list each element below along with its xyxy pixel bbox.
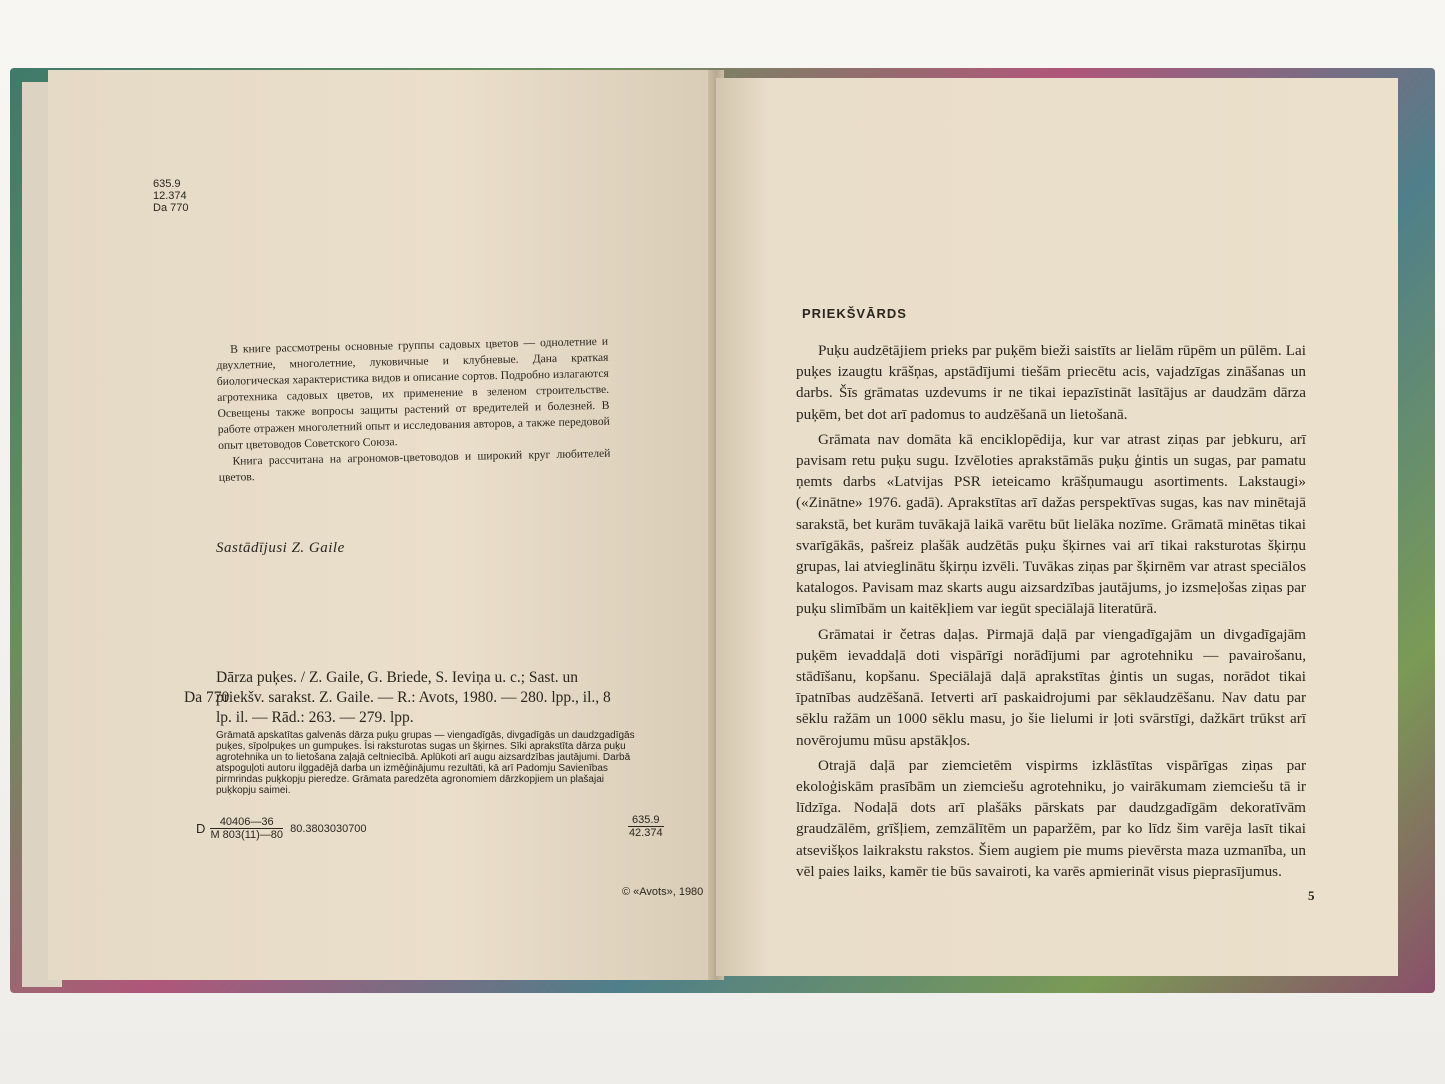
left-page — [48, 70, 720, 980]
call-number-line: Da 770 — [153, 202, 189, 214]
call-number-line: 12.374 — [153, 190, 187, 202]
foreword-text — [796, 340, 1306, 886]
shelf-mark: Da 770 — [184, 689, 230, 706]
classification-index — [628, 814, 664, 839]
catalog-description: Grāmatā apskatītas galvenās dārza puķu grupas — viengadīgās, divgadīgās un daudzgadīgās puķes, sīpolpuķes un gumpuķes. Īsi raksturotas sugas un šķirnes. Sīki aprakstīta dārza puķu agrotehnika un to lietošana zaļajā celtniecībā. Aplūkoti arī augu aizsardzības jautājumi. Darbā atspoguļoti autoru ilggadējā darba un izmēģinājumu rezultāti, kā arī Padomju Savienības pirmrindas puķkopju pieredze. Grāmata paredzēta agronomiem dārzkopjiem un plašajai puķkopju saimei. — [216, 730, 635, 796]
foreword-paragraph: Grāmatai ir četras daļas. Pirmajā daļā par viengadīgajām un divgadīgajām puķēm ievaddaļā doti vispārīgi norādījumi par agrotehniku — pavairošanu, stādīšanu, kopšanu. Speciālajā daļā aprakstītas ģintis un sugas, norādot tikai īpatnības audzēšanā. Ietverti arī paskaidrojumi par sēklaudzēšanu. Nav datu par sēklu ražām un 1000 sēklu masu, jo šie lielumi ir ļoti svārstīgi, dažkārt trūkst arī novērojumu mūsu apstākļos. — [796, 625, 1306, 749]
page-number: 5 — [1308, 888, 1315, 903]
foreword-paragraph: Grāmata nav domāta kā enciklopēdija, kur var atrast ziņas par jebkuru, arī pavisam retu puķu sugu. Izvēloties aprakstāmās puķu ģintis un sugas, par pamatu ņemts darbs «Latvijas PSR ieteicamo krāšņumaugu asortiments. Lakstaugi» («Zinātne» 1976. gadā). Aprakstītas arī dažas perspektīvas sugas, kas nav minētajā sarakstā, bet kurām tuvākajā laikā varētu būt lielāka nozīme. Grāmatā minētas tikai svarīgākās, pašreiz plašāk audzētās puķu šķirnes vai arī tikai raksturotas šķirņu grupas, lai atvieglinātu šķirņu izvēli. Tuvākas ziņas par šķirnēm var atrast speciālos katalogos. Pavisam maz skarts augu aizsardzības jautājums, jo izsmeļošas ziņas par puķu slimībām un kaitēkļiem var iegūt speciālajā literatūrā. — [796, 430, 1306, 618]
code-fraction — [210, 816, 283, 841]
call-number — [153, 178, 188, 214]
publication-codes — [196, 814, 663, 841]
foreword-paragraph: Puķu audzētājiem prieks par puķēm bieži saistīts ar lielām rūpēm un pūlēm. Lai puķes izaugtu krāšņas, apstādījumi tiešām priecētu acis, vajadzīgas zināšanas un darbs. Šīs grāmatas uzdevums ir ne tikai iepazīstināt lasītājus ar daudzām dārza puķēm, bet dot arī padomus to audzēšanā un lietošanā. — [796, 342, 1306, 423]
compiled-by: Sastādījusi Z. Gaile — [216, 540, 345, 556]
call-number-line: 635.9 — [153, 178, 181, 190]
catalog-entry — [184, 668, 635, 796]
index-bottom: 42.374 — [628, 827, 663, 839]
code-fraction-top: 40406—36 — [210, 816, 283, 829]
annotation-paragraph: Книга рассчитана на агрономов-цветоводов и широкий круг любителей цветов. — [218, 446, 611, 484]
catalog-title: Dārza puķes. / Z. Gaile, G. Briede, S. Ieviņa u. c.; Sast. un priekšv. sarakst. Z. Gaile. — R.: Avots, 1980. — 280. lpp., il., 8 lp. il. — Rād.: 263. — 279. lpp. — [216, 669, 611, 726]
annotation-paragraph: В книге рассмотрены основные группы садовых цветов — однолетние и двухлетние, многолетние, луковичные и клубневые. Дана краткая биологическая характеристика видов и описание сортов. Подробно излагаются агротехника садовых цветов, их применение в зеленом строительстве. Освещены также вопросы защиты растений от вредителей и болезней. В работе отражен многолетний опыт и исследования авторов, а также передовой опыт цветоводов Советского Союза. — [216, 334, 610, 452]
copyright: © «Avots», 1980 — [622, 886, 704, 898]
code-number: 80.3803030700 — [290, 822, 367, 835]
code-letter: D — [196, 821, 206, 836]
foreword-paragraph: Otrajā daļā par ziemcietēm vispirms izklāstītas vispārīgas ziņas par ekoloģiskām prasībām un ziemciešu agrotehniku, jo vairākumam ziemciešu tā ir līdzīga. Nodaļā dots arī plašāks pārskats par daudzgadīgām dekoratīvām graudzālēm, grīšļiem, zemzālītēm un paparžēm, par ko līdz šim varēja lasīt tikai atsevišķos laikrakstu rakstos. Šiem augiem pie mums pievērsta maza uzmanība, un vēl paies laiks, kamēr tie būs savairoti, ka varēs apmierināt visus pieprasījumus. — [796, 756, 1306, 880]
code-fraction-bottom: M 803(11)—80 — [210, 829, 284, 841]
index-top: 635.9 — [628, 814, 664, 827]
russian-annotation — [216, 334, 611, 486]
right-page — [716, 78, 1398, 976]
page-heading: PRIEKŠVĀRDS — [802, 306, 907, 321]
